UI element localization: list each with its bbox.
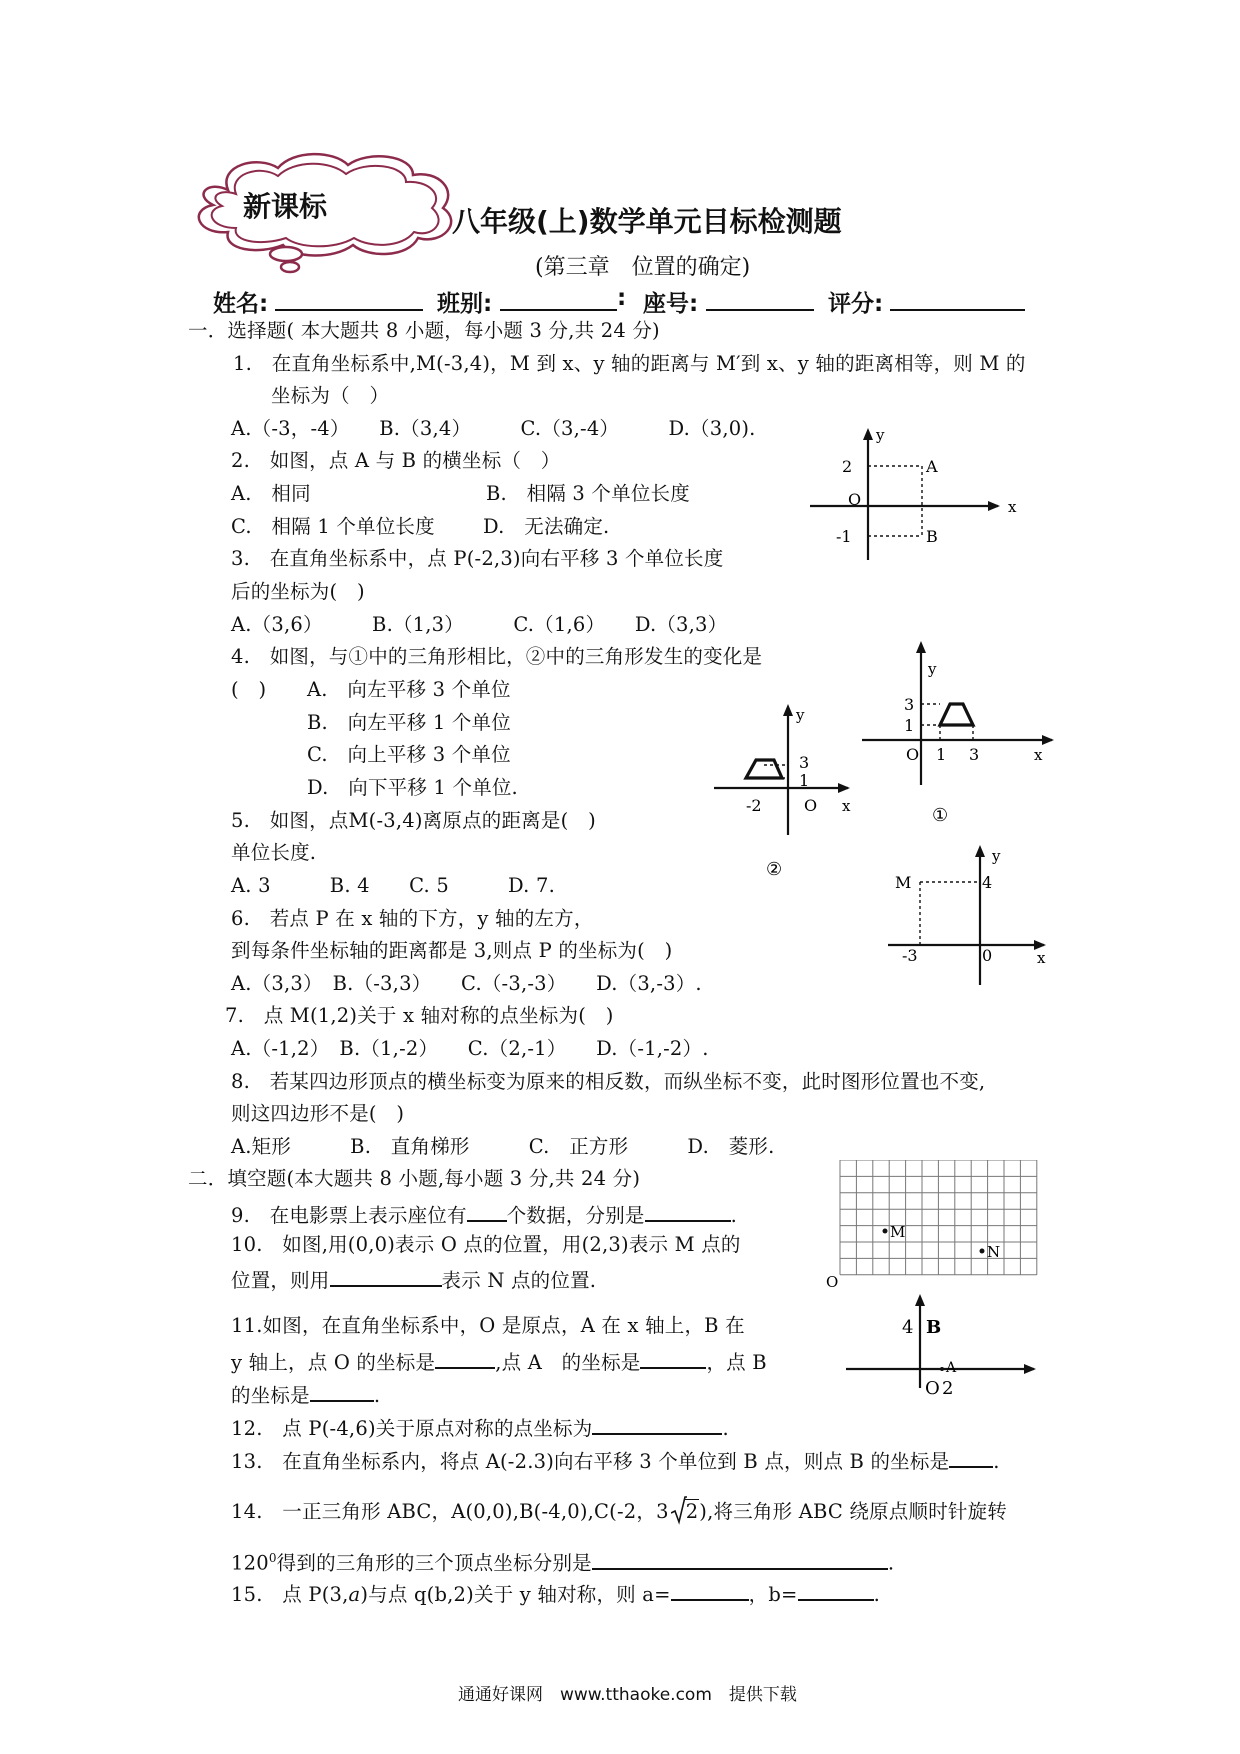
q8-options: A.矩形 B. 直角梯形 C. 正方形 D. 菱形.	[231, 1135, 775, 1158]
q9: 9. 在电影票上表示座位有 个数据，分别是 .	[231, 1200, 737, 1228]
q2-option-d: D. 无法确定.	[483, 515, 610, 538]
section1-heading: 一．选择题( 本大题共 8 小题，每小题 3 分,共 24 分)	[188, 319, 660, 342]
fig-q2-point-b: B	[926, 527, 938, 546]
fig-q11-point-b: B	[926, 1317, 942, 1338]
fig-q5-x-label: x	[1037, 949, 1046, 967]
q3-options: A.（3,6） B.（1,3） C.（1,6） D.（3,3）	[231, 613, 728, 636]
q12: 12. 点 P(-4,6)关于原点对称的点坐标为 .	[231, 1413, 729, 1441]
q1-options: A.（-3，-4） B.（3,4） C.（3,-4） D.（3,0).	[231, 417, 756, 440]
q3-line1: 3. 在直角坐标系中，点 P(-2,3)向右平移 3 个单位长度	[231, 547, 724, 570]
name-field[interactable]	[275, 285, 423, 311]
fig-q2-tick-2: 2	[842, 457, 853, 476]
grid-origin-label: O	[826, 1273, 839, 1290]
q10-line1: 10. 如图,用(0,0)表示 O 点的位置，用(2,3)表示 M 点的	[231, 1233, 741, 1256]
q8-line2: 则这四边形不是( )	[231, 1102, 405, 1125]
q9-blank-data[interactable]	[645, 1200, 731, 1222]
fig1-tick-y1: 1	[904, 716, 915, 735]
score-label: 评分:	[828, 291, 884, 317]
q4-paren: ( )	[231, 678, 267, 701]
q3-line2: 后的坐标为( )	[231, 580, 365, 603]
q7-stem: 7. 点 M(1,2)关于 x 轴对称的点坐标为( )	[225, 1004, 614, 1027]
q12-blank[interactable]	[592, 1413, 722, 1435]
q8-line1: 8. 若某四边形顶点的横坐标变为原来的相反数，而纵坐标不变，此时图形位置也不变,	[231, 1070, 986, 1093]
name-label: 姓名:	[213, 291, 269, 317]
fig-q11-tick-2: 2	[942, 1378, 954, 1399]
q13: 13. 在直角坐标系内，将点 A(-2.3)向右平移 3 个单位到 B 点，则点 B 的坐标是 .	[231, 1446, 1000, 1474]
fig2-y-label: y	[796, 706, 805, 724]
figure-q5	[882, 843, 1062, 993]
q10-blank[interactable]	[330, 1265, 442, 1287]
q1-line2: 坐标为（ ）	[271, 384, 390, 407]
q14-blank[interactable]	[592, 1548, 888, 1570]
q2-option-a: A. 相同	[231, 482, 311, 505]
badge-cloud	[188, 150, 468, 275]
fig-q2-x-label: x	[1008, 498, 1017, 516]
q4-option-d: D. 向下平移 1 个单位.	[307, 776, 518, 799]
fig1-origin: O	[906, 745, 920, 764]
fig-q2-point-a: A	[926, 457, 938, 476]
seat-field[interactable]	[706, 285, 814, 311]
q2-option-c: C. 相隔 1 个单位长度	[231, 515, 435, 538]
fig1-triangle	[940, 704, 973, 725]
q11-blank-a[interactable]	[640, 1347, 706, 1369]
figure-q2	[800, 420, 1030, 570]
q14-line2: $120^0$得到的三角形的三个顶点坐标分别是 .	[231, 1546, 894, 1576]
fig2-origin: O	[804, 796, 818, 815]
q15-blank-a[interactable]	[671, 1579, 749, 1601]
q5-line2: 单位长度.	[231, 841, 317, 864]
fig-q5-y-label: y	[992, 847, 1001, 865]
fig2-triangle	[746, 760, 782, 778]
q4-option-b: B. 向左平移 1 个单位	[307, 711, 511, 734]
class-colon: :	[617, 285, 627, 311]
fig-q11-point-a: A	[946, 1360, 957, 1376]
q4-option-a: A. 向左平移 3 个单位	[307, 678, 511, 701]
fig-q5-tick-4: 4	[982, 873, 993, 892]
q1-line1: 1. 在直角坐标系中,M(-3,4)，M 到 x、y 轴的距离与 M′到 x、y 轴的距离相等，则 M 的	[233, 352, 1026, 375]
q11-line2: y 轴上，点 O 的坐标是 ,点 A 的坐标是 ，点 B	[231, 1347, 767, 1375]
fig-q11-tick-4: 4	[902, 1317, 914, 1338]
figure-grid	[826, 1160, 1048, 1290]
class-label: 班别:	[437, 291, 493, 317]
q11-blank-b[interactable]	[310, 1380, 374, 1402]
q6-options: A.（3,3） B.（-3,3） C.（-3,-3） D.（3,-3）.	[231, 972, 702, 995]
fig-q5-origin: 0	[982, 946, 993, 965]
fig-q2-y-label: y	[876, 426, 885, 444]
q2-option-b: B. 相隔 3 个单位长度	[486, 482, 690, 505]
grid-point-m: M	[890, 1223, 906, 1241]
q7-options: A.（-1,2） B.（1,-2） C.（2,-1） D.（-1,-2）.	[231, 1037, 709, 1060]
fig-q2-origin: O	[848, 490, 862, 509]
fig2-x-label: x	[842, 797, 851, 815]
figure-1	[852, 635, 1062, 830]
score-field[interactable]	[890, 285, 1025, 311]
figure-q11	[842, 1290, 1042, 1405]
page-title: 八年级(上)数学单元目标检测题	[452, 205, 842, 238]
fig2-tick-neg2: -2	[746, 796, 762, 815]
fig-q5-tick-neg3: -3	[902, 946, 918, 965]
fig2-tick-1: 1	[799, 771, 810, 790]
badge-text: 新课标	[243, 190, 328, 223]
fig2-tick-3: 3	[799, 753, 810, 772]
sqrt2: 2	[671, 1500, 700, 1524]
fig1-tick-y3: 3	[904, 695, 915, 714]
fig1-y-label: y	[928, 660, 937, 678]
q15-blank-b[interactable]	[798, 1579, 874, 1601]
q9-blank-count[interactable]	[467, 1200, 507, 1222]
fig1-tick-x3: 3	[969, 745, 980, 764]
q14-line1: 14. 一正三角形 ABC，A(0,0),B(-4,0),C(-2，3 2),将三角形 ABC 绕原点顺时针旋转	[231, 1500, 1007, 1524]
page-subtitle: (第三章 位置的确定)	[535, 255, 751, 280]
q5-line1: 5. 如图，点M(-3,4)离原点的距离是( )	[231, 809, 596, 832]
footer-text: 通通好课网 www.tthaoke.com 提供下载	[458, 1685, 797, 1705]
fig1-x-label: x	[1034, 746, 1043, 764]
class-field[interactable]	[500, 285, 617, 311]
figure-2	[706, 690, 866, 885]
fig-q2-tick-neg1: -1	[836, 527, 852, 546]
q6-line2: 到每条件坐标轴的距离都是 3,则点 P 的坐标为( )	[231, 939, 673, 962]
q4-option-c: C. 向上平移 3 个单位	[307, 743, 511, 766]
fig2-caption: ②	[766, 859, 783, 880]
q11-line3: 的坐标是 .	[231, 1380, 380, 1408]
grid-point-n: N	[987, 1243, 1001, 1261]
fig-q5-point-m: M	[895, 873, 912, 892]
fig1-tick-x1: 1	[936, 745, 947, 764]
q11-blank-o[interactable]	[435, 1347, 495, 1369]
q2-stem: 2. 如图，点 A 与 B 的横坐标（ ）	[231, 449, 561, 472]
fig-q11-origin: O	[925, 1378, 940, 1399]
q5-options: A. 3 B. 4 C. 5 D. 7.	[231, 874, 555, 897]
section2-heading: 二．填空题(本大题共 8 小题,每小题 3 分,共 24 分)	[188, 1167, 641, 1190]
q6-line1: 6. 若点 P 在 x 轴的下方，y 轴的左方，	[231, 907, 594, 930]
q15: 15. 点 P(3,a)与点 q(b,2)关于 y 轴对称，则 a= ，b= .	[231, 1579, 880, 1607]
fig1-caption: ①	[932, 805, 949, 826]
seat-label: 座号:	[643, 291, 699, 317]
q13-blank[interactable]	[949, 1446, 993, 1468]
q11-line1: 11.如图，在直角坐标系中，O 是原点，A 在 x 轴上，B 在	[231, 1314, 745, 1337]
q10-line2: 位置，则用 表示 N 点的位置.	[231, 1265, 596, 1293]
q4-stem: 4. 如图，与①中的三角形相比，②中的三角形发生的变化是	[231, 645, 763, 668]
